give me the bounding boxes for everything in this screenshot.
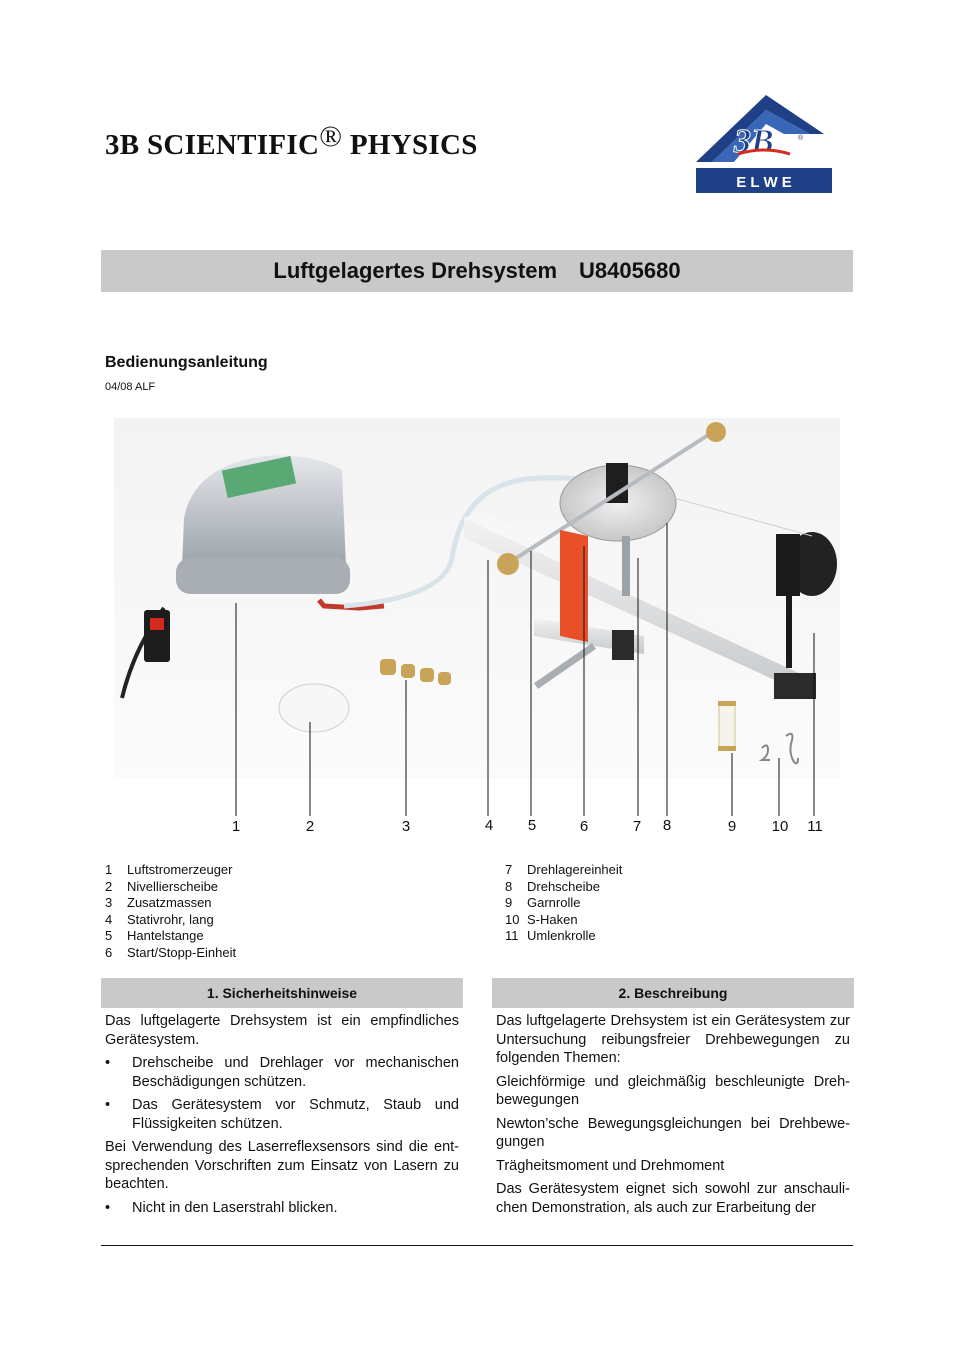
logo-3b-text: 3B [734,123,774,160]
bullet-icon: • [105,1055,111,1071]
legend-label: Nivellierscheibe [127,878,219,894]
legend-number: 6 [105,944,113,960]
legend-item [105,945,236,962]
document-title: Luftgelagertes Drehsystem [273,258,558,283]
callout-7: 7 [632,818,642,835]
description-column [496,1012,850,1222]
list-item-text: Nicht in den Laserstrahl blicken. [132,1199,338,1216]
bullet-icon: • [105,1097,111,1113]
legend-item [105,928,236,945]
product-figure [114,418,840,843]
callout-10: 10 [771,818,789,835]
legend-label: Stativrohr, lang [127,911,214,927]
paragraph: Bei Verwendung des Laserreflexsensors sind die entsprechenden Vorschriften zum Einsatz von Lasern zu beachten. [105,1139,459,1192]
paragraph: Das luftgelagerte Drehsystem ist ein empfindliches Gerätesystem. [105,1013,459,1048]
legend-number: 10 [505,911,520,927]
bullet-list [105,1199,459,1218]
legend-number: 4 [105,911,113,927]
footer-rule [101,1245,853,1246]
legend-item [505,862,622,879]
legend-number: 3 [105,895,113,910]
callout-1: 1 [231,818,241,835]
legend-item [105,912,236,929]
subtitle: Bedienungsanleitung [105,354,268,371]
bullet-list [105,1054,459,1133]
legend-item [505,912,622,929]
legend-item [105,862,236,879]
section-heading-safety: 1. Sicherheitshinweise [101,978,463,1008]
paragraph: Das luftgelagerte Drehsystem ist ein Gerätesystem zur Untersuchung reibungsfreier Drehbewegungen zu folgenden Themen: [496,1013,850,1066]
legend-label: Umlenkrolle [527,928,596,943]
legend-label: Zusatzmassen [127,895,212,910]
legend-label: S-Haken [527,911,578,927]
brand-title [105,120,478,162]
bullet-icon: • [105,1199,111,1216]
legend-item [105,879,236,896]
legend-number: 2 [105,878,113,894]
paragraph: Gleichförmige und gleichmäßig beschleunigte Drehbewegungen [496,1073,850,1108]
callout-11: 11 [807,818,823,835]
legend-left [105,862,236,961]
legend-number: 1 [105,862,113,877]
callout-9: 9 [727,818,737,835]
legend-label: Drehlagereinheit [527,862,623,877]
logo-registered-mark: ® [798,135,804,142]
legend-item [505,928,622,945]
list-item [105,1054,459,1091]
list-item [105,1096,459,1133]
legend-number: 11 [505,928,519,943]
legend-label: Garnrolle [527,895,581,910]
legend-number: 5 [105,928,113,943]
paragraph: Das Gerätesystem eignet sich sowohl zur anschaulichen Demonstration, als auch zur Erarbeitung der [496,1181,850,1216]
legend-number: 8 [505,878,513,894]
legend-item [105,895,236,912]
legend-label: Hantelstange [127,928,204,943]
callout-4: 4 [484,817,494,834]
callout-3: 3 [401,818,411,835]
legend-item [505,895,622,912]
document-title-bar [101,250,853,292]
list-item-text: Drehscheibe und Drehlager vor mechanischen Beschädigungen schützen. [132,1055,459,1090]
document-date: 04/08 ALF [105,381,156,393]
logo-elwe-text: E L W E [736,174,792,191]
paragraph: Newton’sche Bewegungsgleichungen bei Drehbewegungen [496,1115,850,1150]
legend-item [505,879,622,896]
legend-label: Luftstromerzeuger [127,862,233,877]
3b-elwe-logo [694,94,832,194]
legend-label: Start/Stopp-Einheit [127,944,237,960]
callout-8: 8 [662,817,672,834]
brand-prefix: 3B SCIENTIFIC [105,129,320,161]
legend-number: 9 [505,895,513,910]
callout-2: 2 [305,818,315,835]
legend-right [505,862,622,945]
list-item-text: Das Gerätesystem vor Schmutz, Staub und Flüssigkeiten schützen. [132,1097,459,1132]
product-code: U8405680 [579,258,681,283]
callout-5: 5 [527,817,537,834]
brand-registered-mark: ® [319,120,343,153]
legend-label: Drehscheibe [527,878,600,894]
section-heading-description: 2. Beschreibung [492,978,854,1008]
paragraph: Trägheitsmoment und Drehmoment [496,1157,725,1174]
legend-number: 7 [505,862,513,877]
brand-suffix: PHYSICS [342,129,478,161]
list-item [105,1199,459,1218]
safety-column [105,1012,459,1222]
callout-6: 6 [579,818,589,835]
